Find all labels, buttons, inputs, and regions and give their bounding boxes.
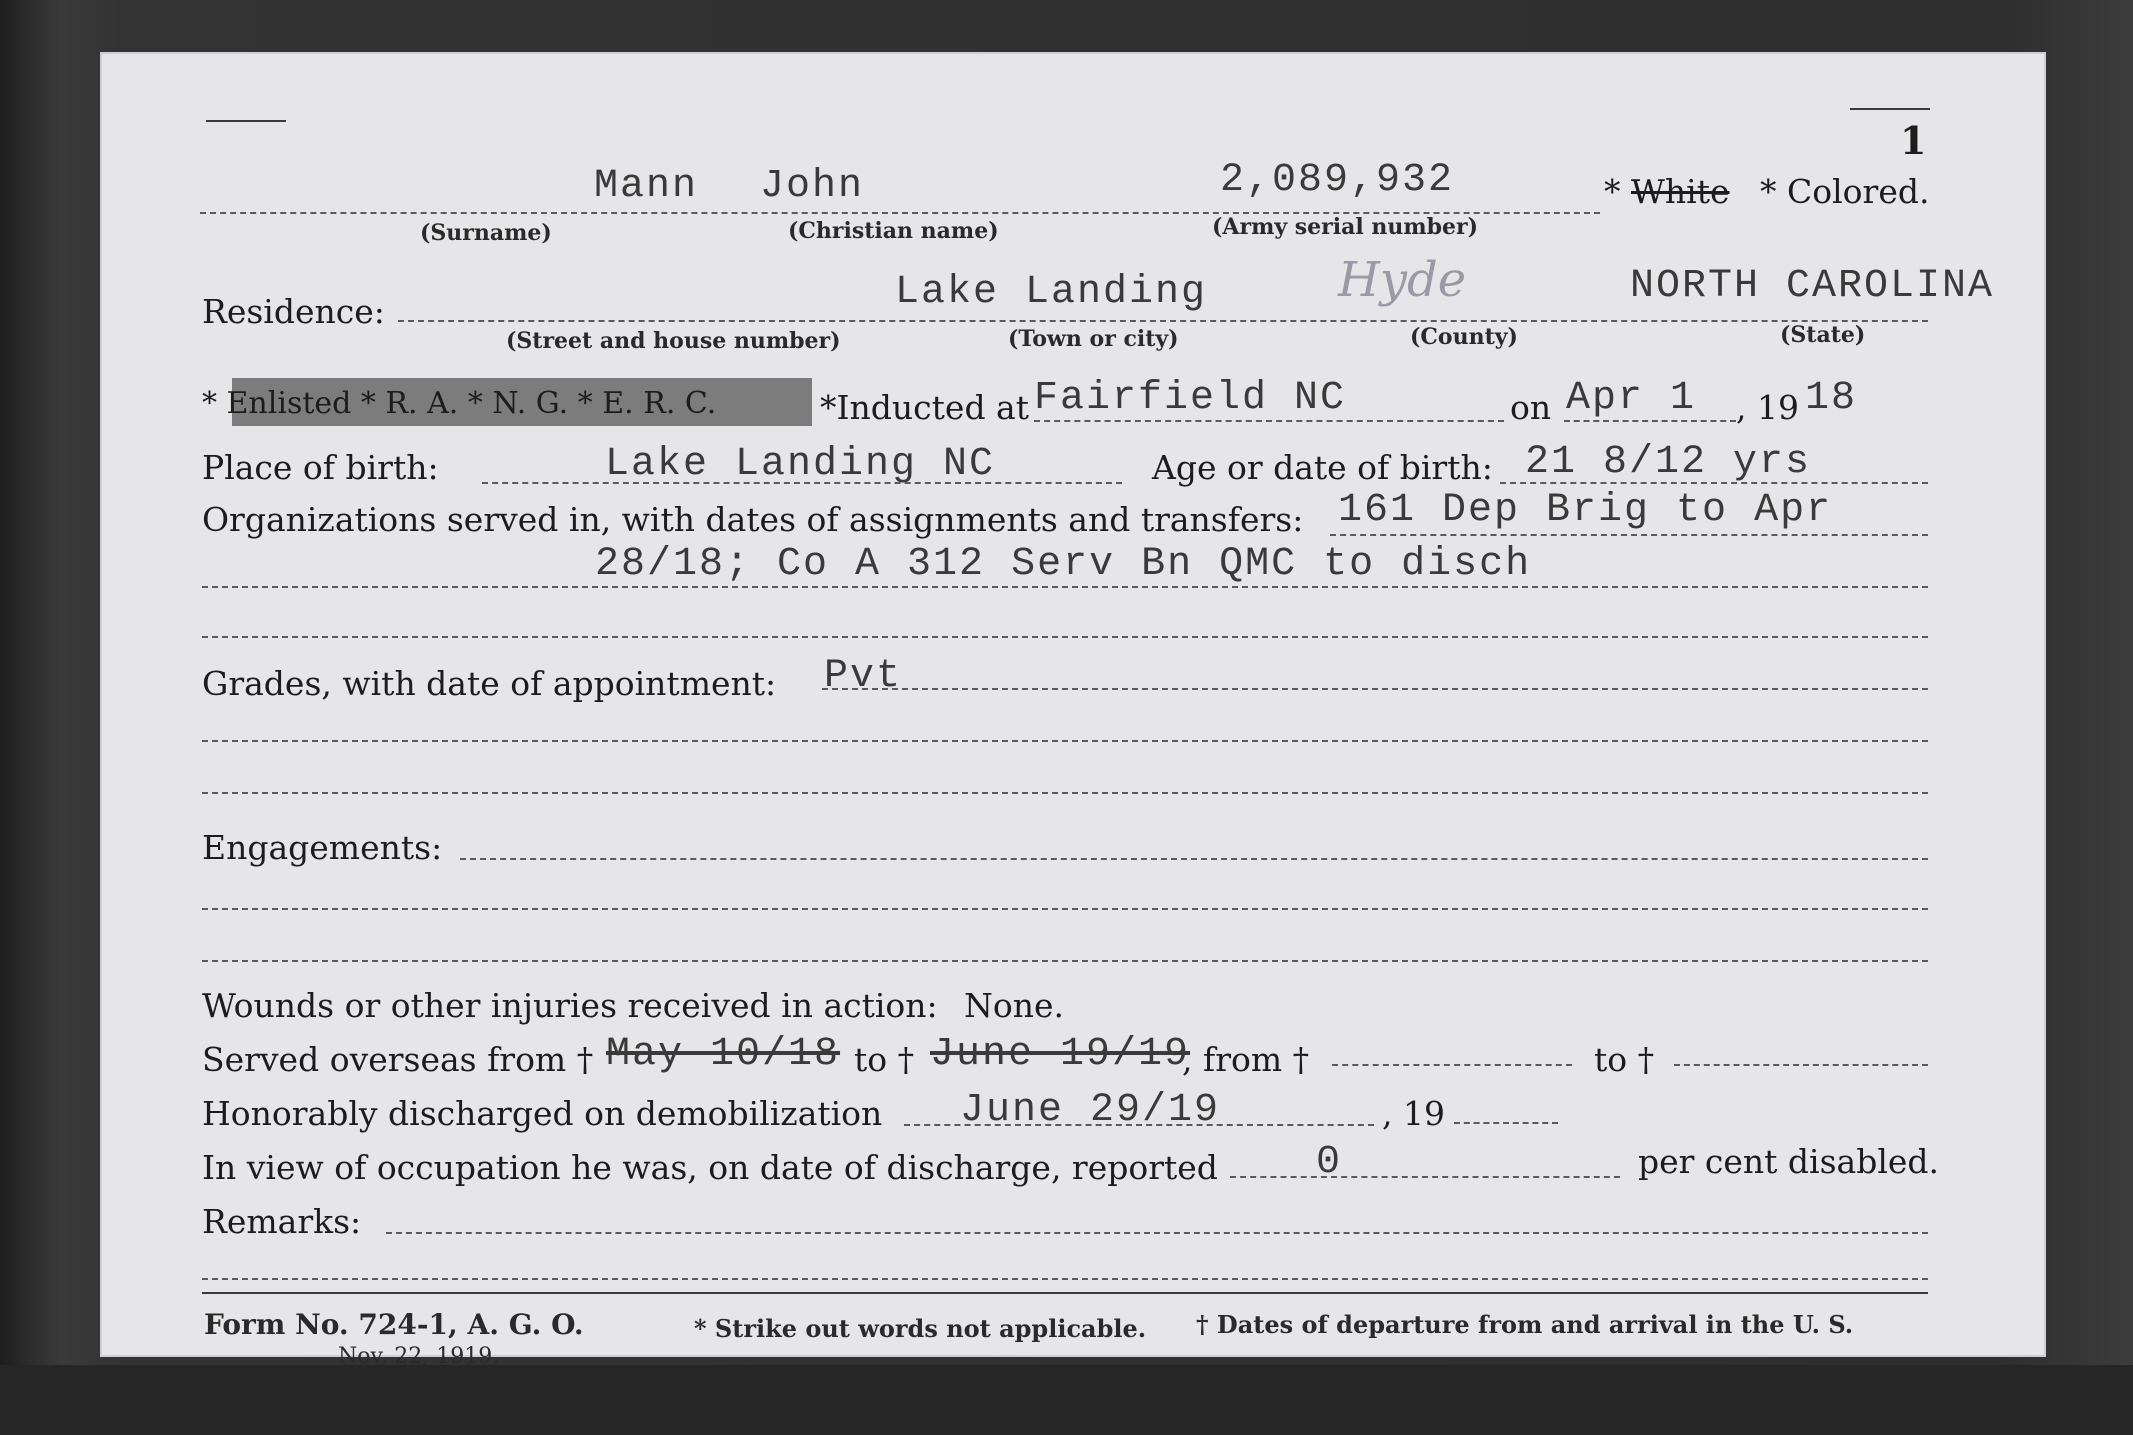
discharge-line — [904, 1124, 1374, 1126]
remarks-line-2 — [202, 1278, 1928, 1280]
grades-line-2 — [202, 740, 1928, 742]
form-date: Nov. 22, 1919. — [338, 1344, 500, 1369]
disability-value: 0 — [1316, 1140, 1343, 1185]
grades-line-3 — [202, 792, 1928, 794]
footnote-dates: † Dates of departure from and arrival in the U. S. — [1196, 1310, 1854, 1339]
christian-name-value: John — [760, 164, 865, 209]
organizations-line1-value: 161 Dep Brig to Apr — [1338, 488, 1833, 533]
overseas-label: Served overseas from † — [202, 1040, 594, 1079]
age-label: Age or date of birth: — [1152, 448, 1493, 487]
age-value: 21 8/12 yrs — [1525, 440, 1812, 485]
street-caption: (Street and house number) — [506, 328, 841, 354]
overseas-from2-line — [1332, 1064, 1572, 1066]
engagements-line-2 — [202, 908, 1928, 910]
footnote-strike: * Strike out words not applicable. — [694, 1314, 1147, 1343]
overseas-from2-label: , from † — [1182, 1040, 1310, 1079]
inducted-date-line — [1564, 420, 1736, 422]
engagements-line-1 — [460, 858, 1928, 860]
birthplace-line — [482, 482, 1122, 484]
grade-value: Pvt — [824, 654, 903, 699]
service-record-card — [100, 52, 2046, 1369]
overseas-to-value: June 19/19 — [930, 1032, 1191, 1077]
on-label: on — [1510, 388, 1552, 427]
disability-line — [1230, 1176, 1620, 1178]
year-prefix: , 19 — [1736, 388, 1799, 427]
top-left-rule — [206, 120, 286, 122]
overseas-to2-label: to † — [1594, 1040, 1655, 1079]
grades-label: Grades, with date of appointment: — [202, 664, 777, 703]
inducted-place-line — [1034, 420, 1504, 422]
discharge-year-line — [1454, 1122, 1558, 1124]
surname-caption: (Surname) — [420, 220, 552, 246]
state-caption: (State) — [1780, 322, 1866, 348]
overseas-to-label: to † — [854, 1040, 915, 1079]
organizations-line2-value: 28/18; Co A 312 Serv Bn QMC to disch — [595, 542, 1532, 587]
remarks-label: Remarks: — [202, 1202, 362, 1241]
residence-state-value: NORTH CAROLINA — [1630, 264, 1995, 309]
inducted-place-value: Fairfield NC — [1034, 376, 1347, 421]
residence-line — [398, 320, 1928, 322]
page-number: 1 — [1900, 118, 1927, 163]
town-caption: (Town or city) — [1008, 326, 1179, 352]
residence-label: Residence: — [202, 292, 385, 331]
organizations-line-1 — [1330, 534, 1928, 536]
organizations-line-2 — [202, 586, 1928, 588]
inducted-year-value: 18 — [1805, 376, 1858, 421]
organizations-line-3 — [202, 636, 1928, 638]
inducted-label: *Inducted at — [820, 388, 1029, 427]
serial-number-value: 2,089,932 — [1220, 158, 1455, 203]
birthplace-value: Lake Landing NC — [605, 442, 996, 487]
engagements-label: Engagements: — [202, 828, 443, 867]
surname-value: Mann — [594, 164, 699, 209]
serial-caption: (Army serial number) — [1212, 214, 1479, 240]
form-number: Form No. 724-1, A. G. O. — [204, 1308, 584, 1341]
inducted-date-value: Apr 1 — [1566, 376, 1697, 421]
age-line — [1500, 482, 1928, 484]
discharge-year-prefix: , 19 — [1382, 1094, 1445, 1133]
organizations-label: Organizations served in, with dates of assignments and transfers: — [202, 500, 1304, 539]
remarks-line-1 — [386, 1232, 1928, 1234]
scan-bottom-strip — [0, 1365, 2133, 1435]
enlisted-options: * Enlisted * R. A. * N. G. * E. R. C. — [202, 386, 717, 421]
overseas-to2-line — [1674, 1064, 1928, 1066]
disability-suffix: per cent disabled. — [1638, 1142, 1940, 1181]
overseas-from-value: May 10/18 — [606, 1032, 841, 1077]
footer-rule — [202, 1292, 1928, 1294]
disability-label: In view of occupation he was, on date of discharge, reported — [202, 1148, 1218, 1187]
residence-county-value: Hyde — [1338, 252, 1467, 308]
race-white-option: * White — [1604, 172, 1730, 211]
race-colored-option: * Colored. — [1760, 172, 1930, 211]
birthplace-label: Place of birth: — [202, 448, 439, 487]
race-white-text: White — [1631, 172, 1730, 211]
wounds-label: Wounds or other injuries received in action: — [202, 986, 938, 1025]
discharge-label: Honorably discharged on demobilization — [202, 1094, 883, 1133]
residence-town-value: Lake Landing — [895, 270, 1208, 315]
wounds-value: None. — [964, 986, 1065, 1025]
christian-name-caption: (Christian name) — [788, 218, 999, 244]
race-colored-text: Colored. — [1787, 172, 1930, 211]
top-right-rule — [1850, 108, 1930, 110]
county-caption: (County) — [1410, 324, 1518, 350]
discharge-date-value: June 29/19 — [960, 1088, 1221, 1133]
grades-line-1 — [822, 688, 1928, 690]
engagements-line-3 — [202, 960, 1928, 962]
